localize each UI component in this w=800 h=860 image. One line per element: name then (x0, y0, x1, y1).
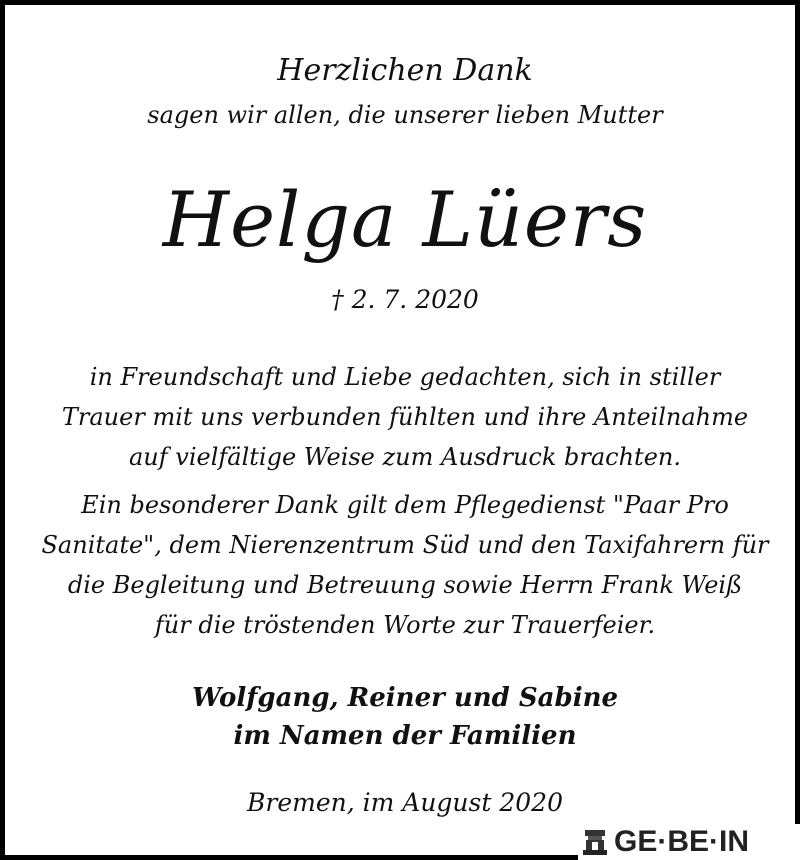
notice-header: Herzlichen Dank (277, 53, 533, 88)
body-line: auf vielfältige Weise zum Ausdruck brachten. (129, 443, 681, 471)
body-line: für die tröstenden Worte zur Trauerfeier. (154, 611, 656, 639)
signature-line: im Namen der Familien (233, 721, 577, 751)
gebein-logo (578, 824, 800, 860)
death-date: † 2. 7. 2020 (331, 285, 479, 314)
place-date: Bremen, im August 2020 (247, 788, 563, 817)
deceased-name: Helga Lüers (162, 175, 648, 264)
gebein-logo-icon (582, 828, 608, 856)
notice-intro: sagen wir allen, die unserer lieben Mutter (147, 101, 663, 129)
body-line: die Begleitung und Betreuung sowie Herrn Frank Weiß (67, 571, 743, 599)
body-line: Trauer mit uns verbunden fühlten und ihre Anteilnahme (61, 403, 749, 431)
body-line: Sanitate", dem Nierenzentrum Süd und den Taxifahrern für (41, 531, 769, 559)
signature (5, 679, 800, 755)
body-paragraph-2 (5, 485, 800, 645)
body-line: Ein besonderer Dank gilt dem Pflegedienst "Paar Pro (81, 491, 729, 519)
signature-line: Wolfgang, Reiner und Sabine (191, 683, 619, 713)
body-paragraph-1 (5, 357, 800, 477)
body-line: in Freundschaft und Liebe gedachten, sich in stiller (89, 363, 721, 391)
gebein-logo-text: GE·BE·IN (614, 825, 749, 858)
